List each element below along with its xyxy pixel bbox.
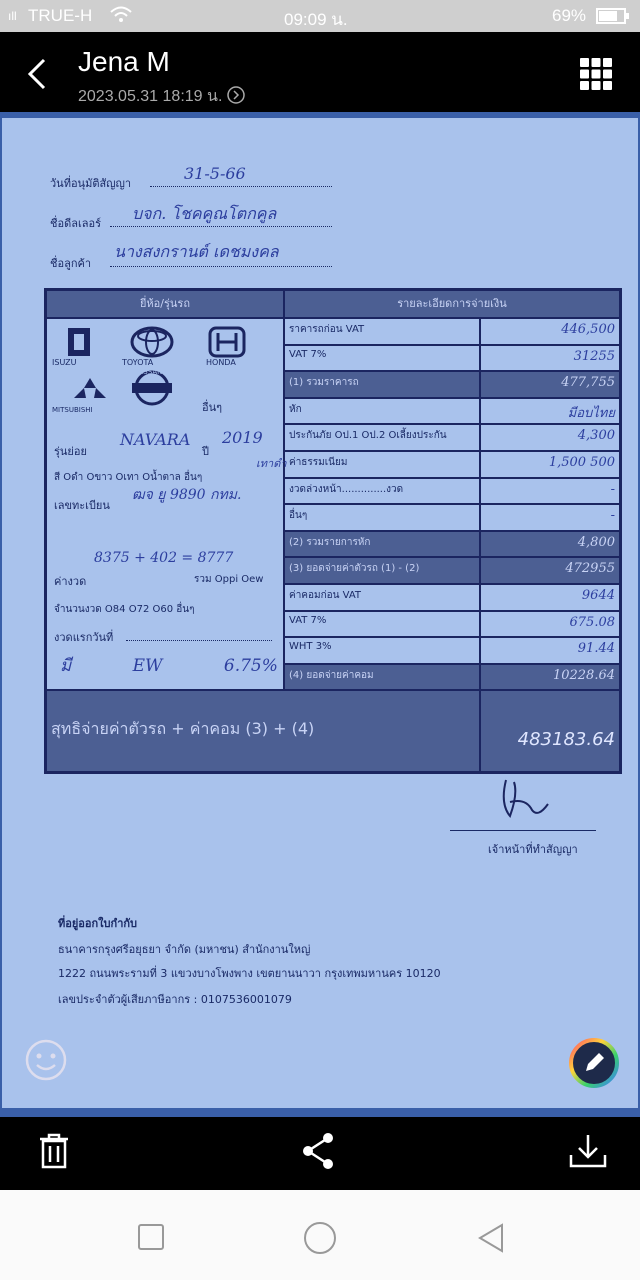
payment-row-label: ค่าธรรมเนียม	[284, 451, 480, 478]
grid-view-button[interactable]	[578, 56, 614, 92]
chevron-left-icon	[20, 52, 56, 96]
brand-mitsubishi: MITSUBISHI	[52, 406, 93, 414]
system-nav-bar	[0, 1190, 640, 1280]
year-value: 2019	[222, 428, 263, 447]
home-button[interactable]	[303, 1221, 337, 1259]
clock: 09:09 น.	[284, 10, 348, 29]
back-button[interactable]	[20, 52, 56, 96]
signer-label: เจ้าหน้าที่ทำสัญญา	[488, 843, 578, 856]
payment-row-value: 91.44	[480, 637, 620, 664]
table-header-left: ยี่ห้อ/รุ่นรถ	[46, 290, 284, 318]
footer-line2: 1222 ถนนพระรามที่ 3 แขวงบางโพงพาง เขตยานนาวา กรุงเทพมหานคร 10120	[58, 967, 441, 980]
brand-nissan: NISSAN	[136, 368, 163, 376]
battery-icon	[596, 8, 630, 29]
payment-row-value: 675.08	[480, 611, 620, 637]
top-app-bar	[0, 32, 640, 112]
footer-line1: ธนาคารกรุงศรีอยุธยา จำกัด (มหาชน) สำนักงานใหญ่	[58, 943, 311, 956]
share-icon	[300, 1131, 336, 1171]
trash-icon	[36, 1131, 72, 1171]
registration-value: ฒจ ยู 9890 กทม.	[132, 487, 242, 503]
footer-line3: เลขประจำตัวผู้เสียภาษีอากร : 0107536001079	[58, 993, 292, 1006]
brand-logos	[60, 326, 300, 416]
contact-name: Jena M	[78, 46, 170, 77]
installment-suffix: รวม Oppi Oew	[194, 574, 264, 585]
table-header-right: รายละเอียดการจ่ายเงิน	[284, 290, 620, 318]
note-value: มี EW 6.75%	[60, 656, 278, 676]
payment-row-label: (1) รวมราคารถ	[284, 371, 480, 398]
circle-icon	[303, 1221, 337, 1255]
payment-form-table	[44, 288, 622, 774]
date-value: 31-5-66	[184, 164, 246, 183]
payment-row-value: -	[480, 478, 620, 504]
payment-row-value: มีอบไทย	[480, 398, 620, 424]
toyota-logo-icon	[132, 328, 172, 356]
model-label: รุ่นย่อย	[54, 445, 87, 458]
payment-row-label: VAT 7%	[284, 611, 480, 637]
smiley-icon	[25, 1039, 67, 1081]
payment-row-value: 9644	[480, 584, 620, 611]
payment-row-label: อื่นๆ	[284, 504, 480, 531]
timestamp: 2023.05.31 18:19 น.	[78, 84, 245, 109]
status-bar	[0, 0, 640, 32]
isuzu-logo-icon	[68, 328, 90, 356]
payment-row-label: ค่าคอมก่อน VAT	[284, 584, 480, 611]
payment-row-value: 31255	[480, 345, 620, 371]
date-label: วันที่อนุมัติสัญญา	[50, 177, 132, 190]
mitsubishi-logo-icon	[74, 378, 106, 398]
recent-apps-button[interactable]	[137, 1223, 165, 1255]
grid-icon	[578, 56, 614, 92]
total-value: 483183.64	[480, 690, 620, 772]
square-icon	[137, 1223, 165, 1251]
payment-row-value: 472955	[480, 557, 620, 584]
document-photo	[2, 118, 638, 1108]
color-label: สี Oดำ Oขาว Oเทา Oน้ำตาล อื่นๆ	[54, 472, 203, 483]
other-brand-label: อื่นๆ	[202, 401, 223, 414]
payment-row-label: (2) รวมรายการหัก	[284, 531, 480, 557]
payment-row-value: -	[480, 504, 620, 531]
payment-row-value: 446,500	[480, 318, 620, 345]
payment-row-value: 477,755	[480, 371, 620, 398]
payment-row-label: VAT 7%	[284, 345, 480, 371]
registration-label: เลขทะเบียน	[54, 499, 110, 512]
sticker-button[interactable]	[25, 1039, 65, 1079]
installment-value: 8375 + 402 = 8777	[94, 550, 234, 566]
payment-row-label: (3) ยอดจ่ายค่าตัวรถ (1) - (2)	[284, 557, 480, 584]
color-value: เทาดำ	[256, 457, 287, 470]
model-value: NAVARA	[120, 430, 191, 449]
share-button[interactable]	[300, 1131, 336, 1175]
customer-label: ชื่อลูกค้า	[50, 257, 92, 270]
payment-row-value: 10228.64	[480, 664, 620, 690]
nav-back-button[interactable]	[476, 1222, 506, 1258]
first-installment-label: งวดแรกวันที่	[54, 631, 114, 644]
dealer-value: บจก. โชคคูณโตกคูล	[132, 204, 277, 223]
payment-row-label: หัก	[284, 398, 480, 424]
triangle-back-icon	[476, 1222, 506, 1254]
footer-title: ที่อยู่ออกใบกำกับ	[58, 917, 138, 930]
nissan-logo-icon	[132, 372, 172, 404]
signal-icon: ıll	[8, 9, 17, 23]
edit-button[interactable]	[568, 1037, 620, 1089]
payment-row-value: 1,500 500	[480, 451, 620, 478]
delete-button[interactable]	[36, 1131, 72, 1175]
image-viewer[interactable]	[0, 112, 640, 1117]
carrier-label: TRUE-H	[28, 6, 93, 25]
term-label: จำนวนงวด O84 O72 O60 อื่นๆ	[54, 604, 195, 615]
dealer-label: ชื่อดีลเลอร์	[50, 217, 101, 230]
payment-row-label: งวดล่วงหน้า..............งวด	[284, 478, 480, 504]
payment-row-label: ราคารถก่อน VAT	[284, 318, 480, 345]
wifi-icon	[110, 6, 132, 29]
payment-row-label: (4) ยอดจ่ายค่าคอม	[284, 664, 480, 690]
total-label: สุทธิจ่ายค่าตัวรถ + ค่าคอม (3) + (4)	[46, 690, 480, 772]
brand-isuzu: ISUZU	[52, 358, 77, 367]
pencil-icon	[568, 1037, 620, 1089]
payment-row-value: 4,300	[480, 424, 620, 451]
brand-toyota: TOYOTA	[122, 358, 154, 367]
year-label: ปี	[202, 445, 209, 458]
payment-row-label: ประกันภัย Oป.1 Oป.2 Oเลี้ยงประกัน	[284, 424, 480, 451]
battery-level: 69%	[552, 6, 587, 25]
customer-value: นางสงกรานต์ เดชมงคล	[114, 242, 279, 261]
chevron-right-circle-icon[interactable]	[227, 86, 245, 104]
download-button[interactable]	[568, 1131, 608, 1175]
payment-row-value: 4,800	[480, 531, 620, 557]
honda-logo-icon	[210, 328, 244, 356]
download-icon	[568, 1131, 608, 1171]
brand-honda: HONDA	[206, 358, 236, 367]
installment-label: ค่างวด	[54, 575, 87, 588]
bottom-action-bar	[0, 1117, 640, 1190]
signature	[492, 774, 562, 828]
payment-row-label: WHT 3%	[284, 637, 480, 664]
